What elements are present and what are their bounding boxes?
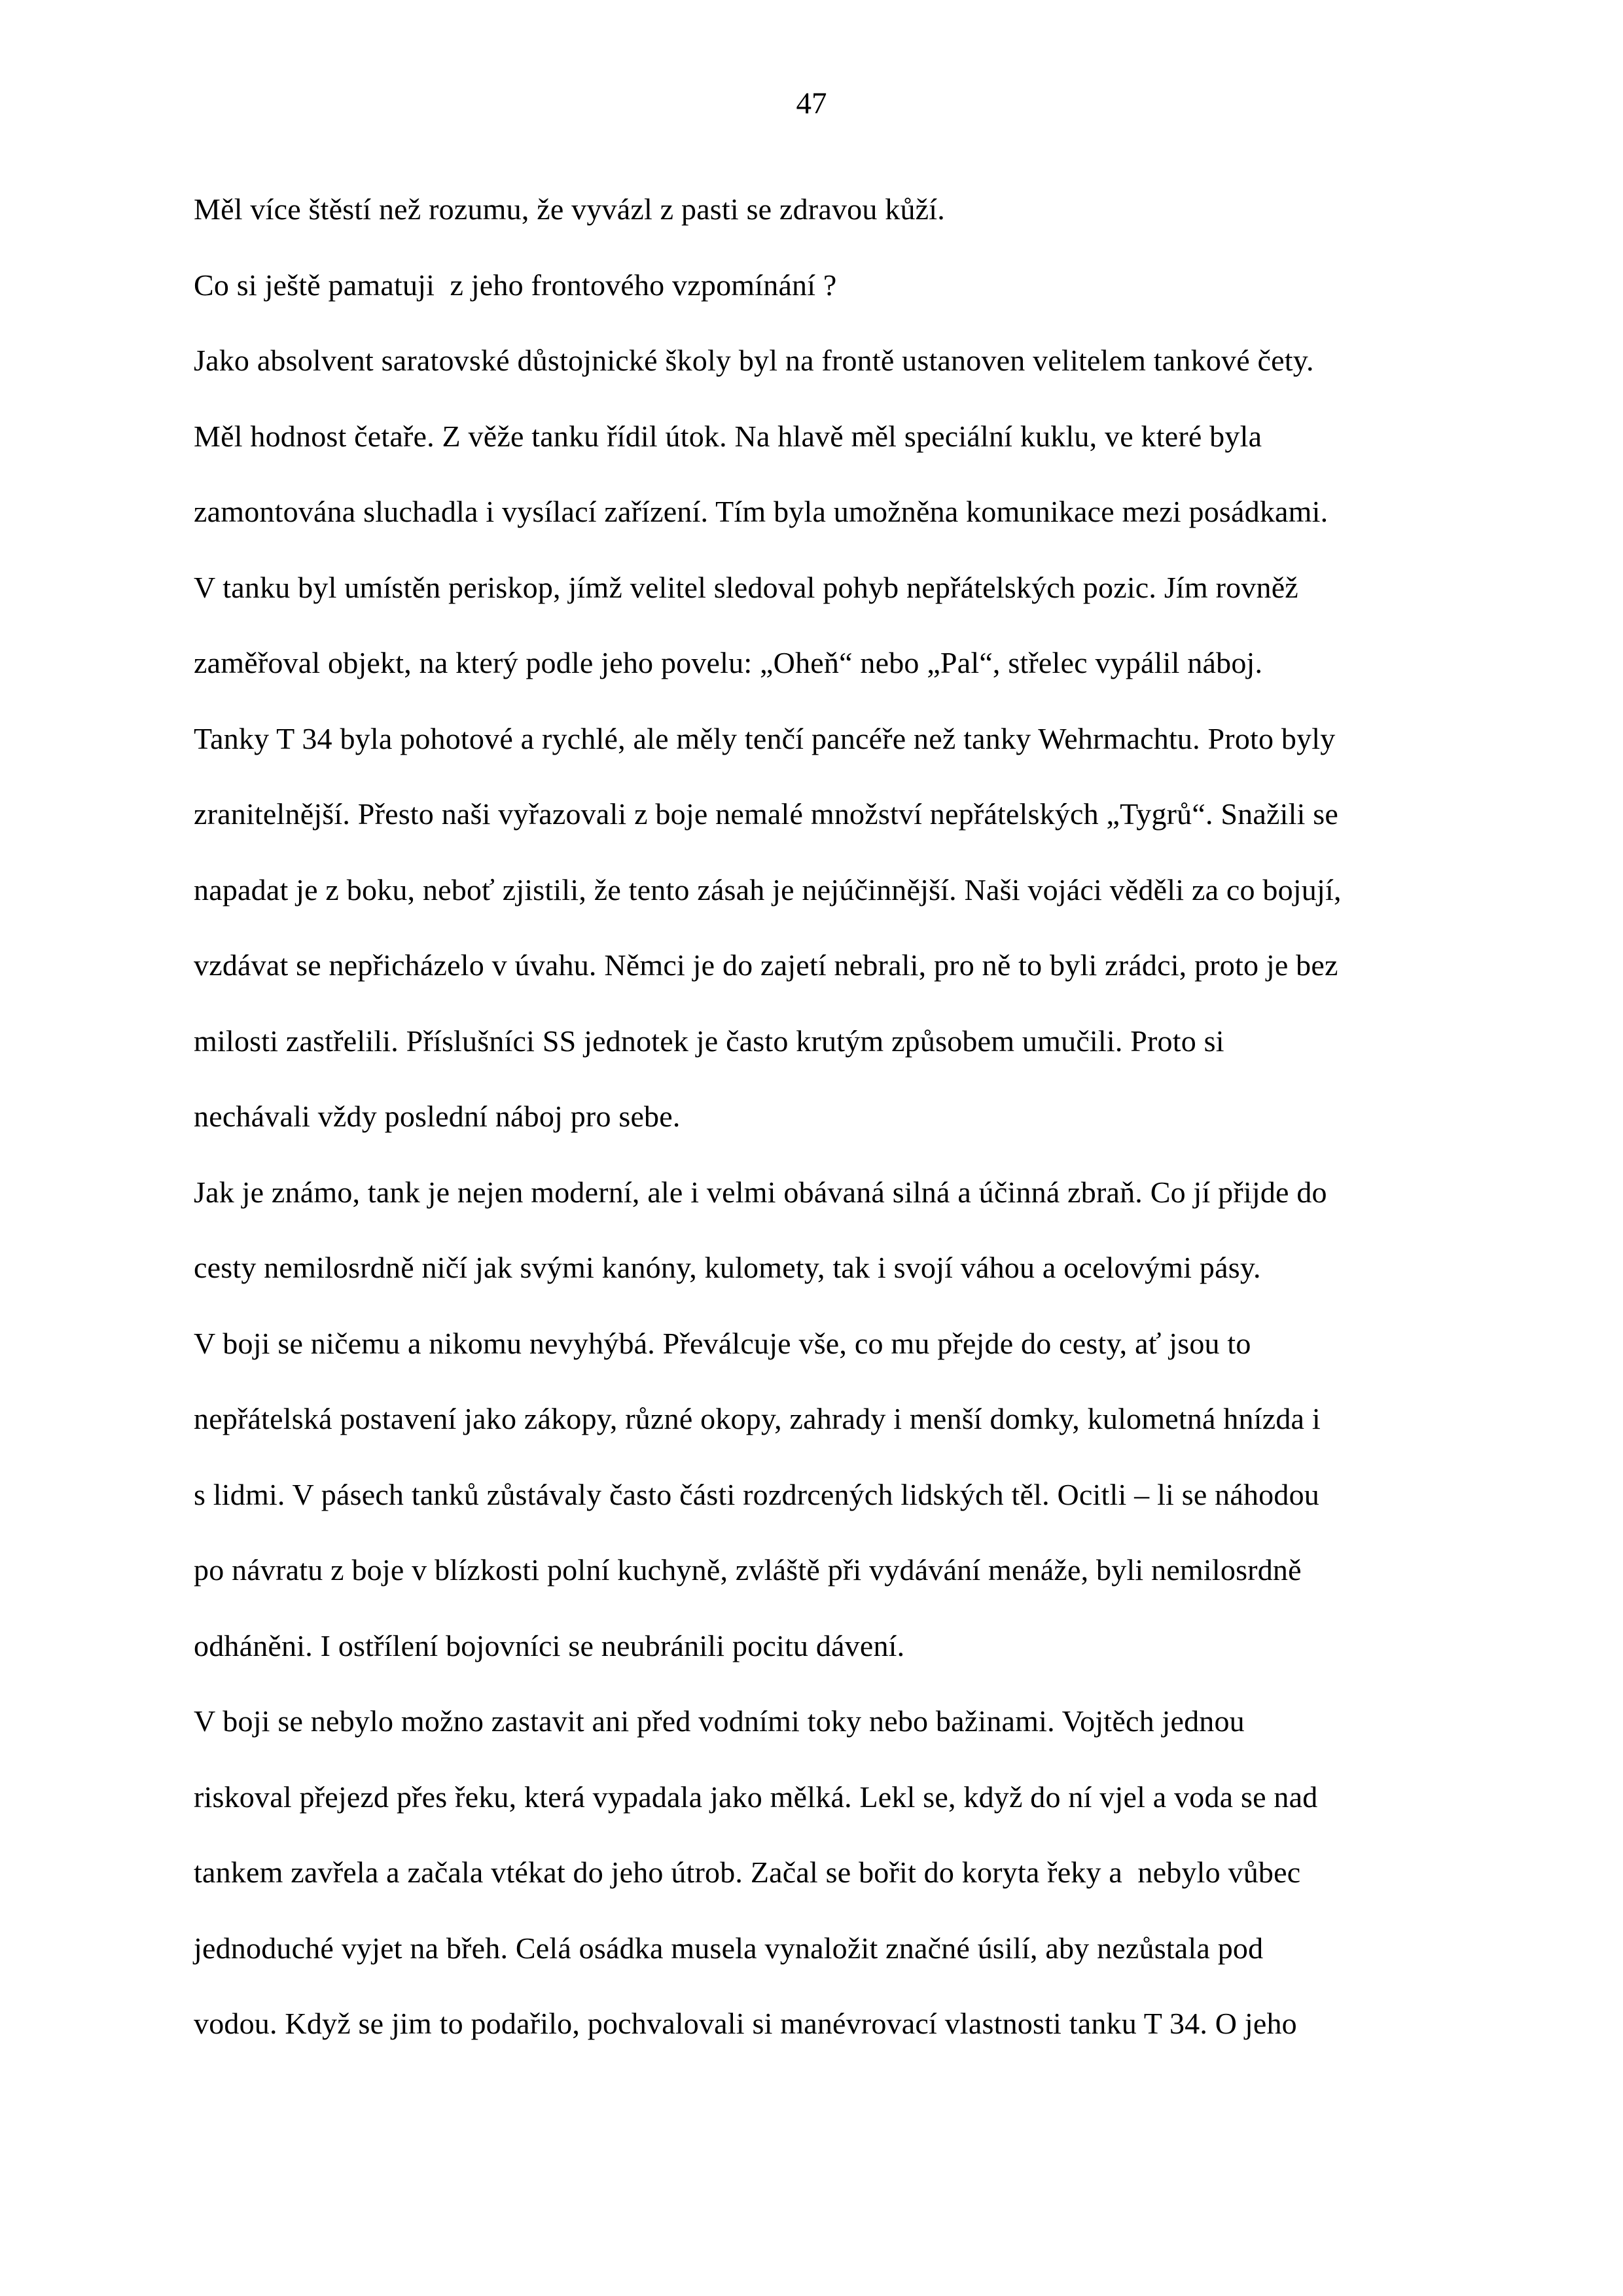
text-line: V boji se nebylo možno zastavit ani před vodními toky nebo bažinami. Vojtěch jednou	[194, 1704, 1245, 1738]
text-line: riskoval přejezd přes řeku, která vypadala jako mělká. Lekl se, když do ní vjel a voda se nad	[194, 1780, 1318, 1814]
text-line: Co si ještě pamatuji z jeho frontového vzpomínání ?	[194, 268, 837, 302]
text-line: Měl hodnost četaře. Z věže tanku řídil útok. Na hlavě měl speciální kuklu, ve které byla	[194, 419, 1262, 453]
text-line: nechávali vždy poslední náboj pro sebe.	[194, 1100, 681, 1133]
text-line: Jako absolvent saratovské důstojnické školy byl na frontě ustanoven velitelem tankové čety.	[194, 344, 1314, 377]
text-line: milosti zastřelili. Příslušníci SS jednotek je často krutým způsobem umučili. Proto si	[194, 1024, 1224, 1058]
text-line: cesty nemilosrdně ničí jak svými kanóny, kulomety, tak i svojí váhou a ocelovými pásy.	[194, 1251, 1261, 1284]
document-body	[194, 171, 1459, 2062]
text-line: s lidmi. V pásech tanků zůstávaly často části rozdrcených lidských těl. Ocitli – li se náhodou	[194, 1477, 1319, 1511]
text-line: zamontována sluchadla i vysílací zařízení. Tím byla umožněna komunikace mezi posádkami.	[194, 495, 1329, 528]
text-line: zaměřoval objekt, na který podle jeho povelu: „Oheň“ nebo „Pal“, střelec vypálil náboj.	[194, 646, 1263, 679]
text-line: po návratu z boje v blízkosti polní kuchyně, zvláště při vydávání menáže, byli nemilosrdně	[194, 1553, 1302, 1587]
text-line: V tanku byl umístěn periskop, jímž velitel sledoval pohyb nepřátelských pozic. Jím rovněž	[194, 570, 1298, 604]
text-line: nepřátelská postavení jako zákopy, různé okopy, zahrady i menší domky, kulometná hnízda i	[194, 1402, 1321, 1435]
text-line: vodou. Když se jim to podařilo, pochvalovali si manévrovací vlastnosti tanku T 34. O jeho	[194, 2007, 1297, 2040]
page-number: 47	[796, 86, 827, 120]
text-line: Měl více štěstí než rozumu, že vyvázl z pasti se zdravou kůží.	[194, 192, 945, 226]
text-line: odháněni. I ostřílení bojovníci se neubránili pocitu dávení.	[194, 1628, 905, 1662]
text-line: vzdávat se nepřicházelo v úvahu. Němci je do zajetí nebrali, pro ně to byli zrádci, proto je bez	[194, 948, 1338, 982]
text-line: Tanky T 34 byla pohotové a rychlé, ale měly tenčí pancéře než tanky Wehrmachtu. Proto byly	[194, 721, 1336, 755]
text-line: V boji se ničemu a nikomu nevyhýbá. Převálcuje vše, co mu přejde do cesty, ať jsou to	[194, 1326, 1251, 1360]
text-line: tankem zavřela a začala vtékat do jeho útrob. Začal se bořit do koryta řeky a nebylo vůbec	[194, 1856, 1301, 1889]
text-line: Jak je známo, tank je nejen moderní, ale i velmi obávaná silná a účinná zbraň. Co jí přijde do	[194, 1175, 1327, 1209]
text-line: zranitelnější. Přesto naši vyřazovali z boje nemalé množství nepřátelských „Tygrů“. Snažili se	[194, 797, 1338, 831]
text-line: napadat je z boku, neboť zjistili, že tento zásah je nejúčinnější. Naši vojáci věděli za co bojují,	[194, 872, 1342, 906]
text-line: jednoduché vyjet na břeh. Celá osádka musela vynaložit značné úsilí, aby nezůstala pod	[194, 1931, 1264, 1965]
